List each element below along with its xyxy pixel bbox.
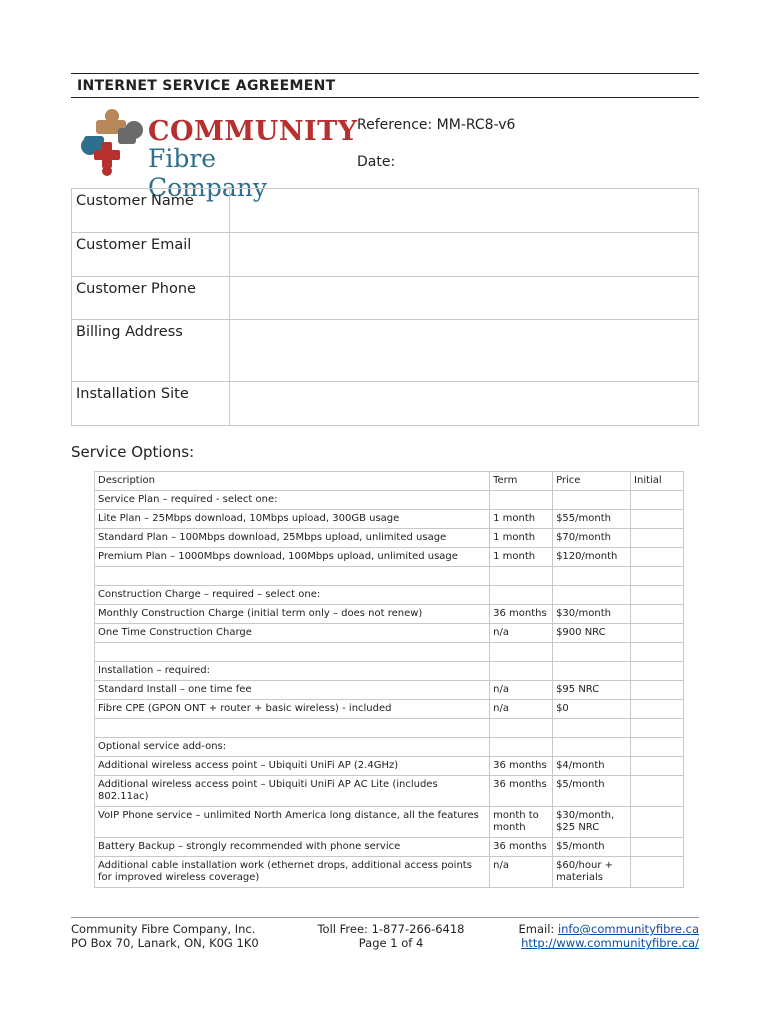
customer-info-table xyxy=(71,188,699,426)
row-price: $70/month xyxy=(553,529,631,548)
row-price: $0 xyxy=(553,700,631,719)
customer-email-label: Customer Email xyxy=(72,233,230,277)
row-description: Service Plan – required - select one: xyxy=(95,491,490,510)
row-term: 1 month xyxy=(490,548,553,567)
footer-page-number: Page 1 of 4 xyxy=(358,936,424,950)
table-row xyxy=(95,586,684,605)
customer-phone-label: Customer Phone xyxy=(72,277,230,320)
row-term: 36 months xyxy=(490,605,553,624)
row-price: $95 NRC xyxy=(553,681,631,700)
installation-site-label: Installation Site xyxy=(72,382,230,426)
table-row-blank xyxy=(95,643,684,662)
row-description: Optional service add-ons: xyxy=(95,738,490,757)
footer-address-block xyxy=(71,922,259,950)
website-link[interactable]: http://www.communityfibre.ca/ xyxy=(521,936,699,950)
row-term xyxy=(490,738,553,757)
footer-address: PO Box 70, Lanark, ON, K0G 1K0 xyxy=(71,936,259,950)
row-term: 36 months xyxy=(490,757,553,776)
table-row xyxy=(95,548,684,567)
header-term: Term xyxy=(490,472,553,491)
row-description: VoIP Phone service – unlimited North America long distance, all the features xyxy=(95,807,490,838)
row-term: 1 month xyxy=(490,529,553,548)
row-initial-field[interactable] xyxy=(631,757,684,776)
table-row xyxy=(95,662,684,681)
table-row xyxy=(95,624,684,643)
row-description xyxy=(95,719,490,738)
footer-email-line xyxy=(519,922,699,936)
row-initial-field[interactable] xyxy=(631,586,684,605)
row-description: Standard Plan – 100Mbps download, 25Mbps upload, unlimited usage xyxy=(95,529,490,548)
row-price xyxy=(553,719,631,738)
table-row xyxy=(95,757,684,776)
row-initial-field[interactable] xyxy=(631,776,684,807)
row-description: Additional wireless access point – Ubiquiti UniFi AP AC Lite (includes 802.11ac) xyxy=(95,776,490,807)
row-description xyxy=(95,643,490,662)
footer-phone-block xyxy=(316,922,466,950)
row-term xyxy=(490,643,553,662)
row-initial-field[interactable] xyxy=(631,510,684,529)
row-price xyxy=(553,643,631,662)
customer-row xyxy=(72,233,699,277)
row-term: n/a xyxy=(490,624,553,643)
row-description: Construction Charge – required – select one: xyxy=(95,586,490,605)
table-row xyxy=(95,510,684,529)
table-row xyxy=(95,605,684,624)
row-term: 36 months xyxy=(490,776,553,807)
footer-toll-free: Toll Free: 1-877-266-6418 xyxy=(317,922,465,936)
table-header-row xyxy=(95,472,684,491)
row-description: Battery Backup – strongly recommended with phone service xyxy=(95,838,490,857)
table-row xyxy=(95,838,684,857)
row-price: $5/month xyxy=(553,838,631,857)
header-price: Price xyxy=(553,472,631,491)
table-row-blank xyxy=(95,567,684,586)
row-initial-field[interactable] xyxy=(631,567,684,586)
row-price: $5/month xyxy=(553,776,631,807)
customer-row xyxy=(72,382,699,426)
table-row xyxy=(95,700,684,719)
footer-email-label: Email: xyxy=(518,922,558,936)
row-initial-field[interactable] xyxy=(631,857,684,888)
row-price: $60/hour + materials xyxy=(553,857,631,888)
row-term xyxy=(490,662,553,681)
table-row xyxy=(95,491,684,510)
row-initial-field[interactable] xyxy=(631,700,684,719)
customer-name-label: Customer Name xyxy=(72,189,230,233)
row-term: n/a xyxy=(490,857,553,888)
row-description: Additional wireless access point – Ubiquiti UniFi AP (2.4GHz) xyxy=(95,757,490,776)
row-price xyxy=(553,586,631,605)
row-price: $55/month xyxy=(553,510,631,529)
row-price: $4/month xyxy=(553,757,631,776)
row-description: Additional cable installation work (ethernet drops, additional access points for improved wireless coverage) xyxy=(95,857,490,888)
table-row xyxy=(95,857,684,888)
row-price: $30/month xyxy=(553,605,631,624)
row-term: 36 months xyxy=(490,838,553,857)
row-initial-field[interactable] xyxy=(631,681,684,700)
table-row-blank xyxy=(95,719,684,738)
puzzle-logo-icon xyxy=(78,106,148,178)
row-price: $120/month xyxy=(553,548,631,567)
page-title: INTERNET SERVICE AGREEMENT xyxy=(71,73,699,98)
date-label: Date: xyxy=(357,154,396,170)
row-description: Premium Plan – 1000Mbps download, 100Mbps upload, unlimited usage xyxy=(95,548,490,567)
row-price xyxy=(553,491,631,510)
row-initial-field[interactable] xyxy=(631,548,684,567)
logo-text-community: COMMUNITY xyxy=(148,116,358,147)
reference-text: Reference: MM-RC8-v6 xyxy=(357,117,516,133)
logo-text-fibre-company: Fibre Company xyxy=(148,144,268,202)
customer-name-field[interactable] xyxy=(229,189,698,233)
row-initial-field[interactable] xyxy=(631,624,684,643)
footer-contact-block xyxy=(519,922,699,950)
row-price xyxy=(553,738,631,757)
row-initial-field[interactable] xyxy=(631,529,684,548)
row-initial-field[interactable] xyxy=(631,719,684,738)
billing-address-field[interactable] xyxy=(229,320,698,382)
table-row xyxy=(95,529,684,548)
row-description xyxy=(95,567,490,586)
row-term xyxy=(490,719,553,738)
row-initial-field[interactable] xyxy=(631,491,684,510)
row-description: Monthly Construction Charge (initial term only – does not renew) xyxy=(95,605,490,624)
row-description: Standard Install – one time fee xyxy=(95,681,490,700)
customer-phone-field[interactable] xyxy=(229,277,698,320)
customer-row xyxy=(72,189,699,233)
row-initial-field[interactable] xyxy=(631,643,684,662)
row-term xyxy=(490,586,553,605)
row-term xyxy=(490,567,553,586)
installation-site-field[interactable] xyxy=(229,382,698,426)
customer-row xyxy=(72,277,699,320)
row-description: Installation – required: xyxy=(95,662,490,681)
table-row xyxy=(95,738,684,757)
row-description: Lite Plan – 25Mbps download, 10Mbps upload, 300GB usage xyxy=(95,510,490,529)
row-description: Fibre CPE (GPON ONT + router + basic wireless) - included xyxy=(95,700,490,719)
table-row xyxy=(95,681,684,700)
header-description: Description xyxy=(95,472,490,491)
row-price: $30/month, $25 NRC xyxy=(553,807,631,838)
row-initial-field[interactable] xyxy=(631,662,684,681)
service-options-heading: Service Options: xyxy=(71,443,195,461)
row-term: n/a xyxy=(490,700,553,719)
table-row xyxy=(95,807,684,838)
footer-company: Community Fibre Company, Inc. xyxy=(71,922,256,936)
billing-address-label: Billing Address xyxy=(72,320,230,382)
row-initial-field[interactable] xyxy=(631,838,684,857)
row-term xyxy=(490,491,553,510)
row-initial-field[interactable] xyxy=(631,807,684,838)
table-row xyxy=(95,776,684,807)
row-initial-field[interactable] xyxy=(631,605,684,624)
email-link[interactable]: info@communityfibre.ca xyxy=(557,922,699,936)
row-term: month to month xyxy=(490,807,553,838)
row-price xyxy=(553,567,631,586)
row-description: One Time Construction Charge xyxy=(95,624,490,643)
row-price xyxy=(553,662,631,681)
row-initial-field[interactable] xyxy=(631,738,684,757)
row-price: $900 NRC xyxy=(553,624,631,643)
header-initial: Initial xyxy=(631,472,684,491)
row-term: 1 month xyxy=(490,510,553,529)
customer-email-field[interactable] xyxy=(229,233,698,277)
page-footer xyxy=(71,917,699,950)
customer-row xyxy=(72,320,699,382)
row-term: n/a xyxy=(490,681,553,700)
service-options-table xyxy=(94,471,684,888)
